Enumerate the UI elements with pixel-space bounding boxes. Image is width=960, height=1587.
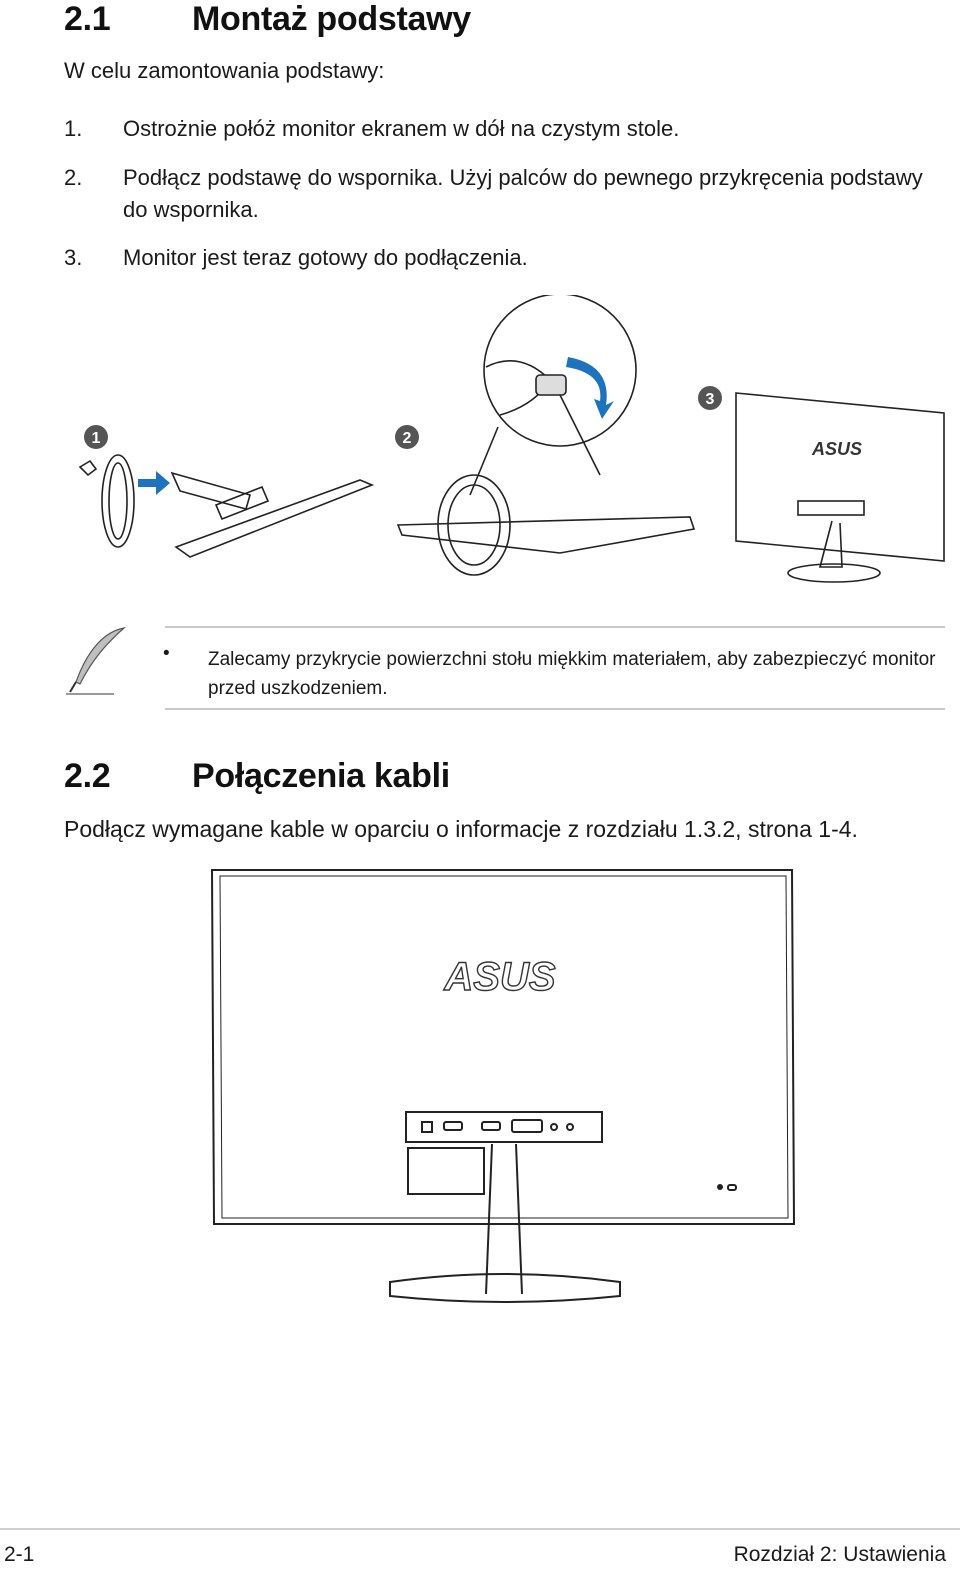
stand-assembly-illustration (0, 295, 960, 595)
vga-port (512, 1120, 542, 1132)
monitor-back-illustration (200, 862, 810, 1310)
zoom-detail-circle (484, 295, 636, 446)
screw-knob (536, 375, 566, 395)
monitor-face-down (176, 480, 372, 557)
page-number: 2-1 (4, 1543, 35, 1566)
io-panel (798, 501, 864, 515)
dc-port (422, 1122, 432, 1132)
rotate-arrow-icon (566, 357, 614, 419)
note-text: Zalecamy przykrycie powierzchni stołu miękkim materiałem, aby zabezpieczyć monitor przed uszkodzeniem. (208, 649, 936, 699)
feather-pen-icon (62, 624, 134, 696)
stand-neck (172, 473, 250, 509)
section-number: 2.2 (64, 757, 111, 795)
note-top-divider (165, 626, 945, 628)
footer-divider (0, 1528, 960, 1530)
step-number: 1. (64, 116, 83, 141)
arrow-icon (138, 471, 170, 495)
asus-logo: ASUS (812, 439, 863, 459)
screw-icon (80, 461, 96, 475)
hdmi-port (482, 1122, 500, 1130)
step-text: Ostrożnie połóż monitor ekranem w dół na czystym stole. (123, 116, 680, 141)
audio-port (567, 1124, 573, 1130)
section-number: 2.1 (64, 0, 111, 38)
step-text: Monitor jest teraz gotowy do podłączenia. (123, 245, 528, 270)
step-number: 3. (64, 245, 83, 270)
stand-base-ring (102, 455, 134, 547)
step-badge-label: 2 (402, 430, 412, 447)
step-item (64, 113, 944, 145)
step-badge-label: 1 (91, 430, 101, 447)
step-number: 2. (64, 165, 83, 190)
stand-neck (820, 521, 842, 567)
note-bullet: • (163, 643, 170, 664)
power-led-icon (717, 1184, 723, 1190)
section-title: Połączenia kabli (192, 757, 450, 795)
note-bottom-divider (165, 708, 945, 710)
stand-neck (486, 1144, 522, 1294)
step-text: Podłącz podstawę do wspornika. Użyj palców do pewnego przykręcenia podstawy do wspornika. (123, 165, 923, 222)
hdmi-port (444, 1122, 462, 1130)
section-intro: Podłącz wymagane kable w oparciu o informacje z rozdziału 1.3.2, strona 1-4. (64, 816, 858, 842)
chapter-label: Rozdział 2: Ustawienia (733, 1543, 946, 1566)
section-title: Montaż podstawy (192, 0, 471, 38)
monitor-back-panel (212, 870, 794, 1224)
step-item (64, 162, 944, 226)
lock-slot (728, 1185, 736, 1190)
label-area (408, 1148, 484, 1194)
section-intro: W celu zamontowania podstawy: (64, 58, 385, 83)
audio-port (551, 1124, 557, 1130)
step-badge-label: 3 (705, 391, 715, 408)
step-item (64, 242, 944, 274)
stand-base (390, 1274, 620, 1302)
asus-logo: ASUS (444, 955, 556, 999)
